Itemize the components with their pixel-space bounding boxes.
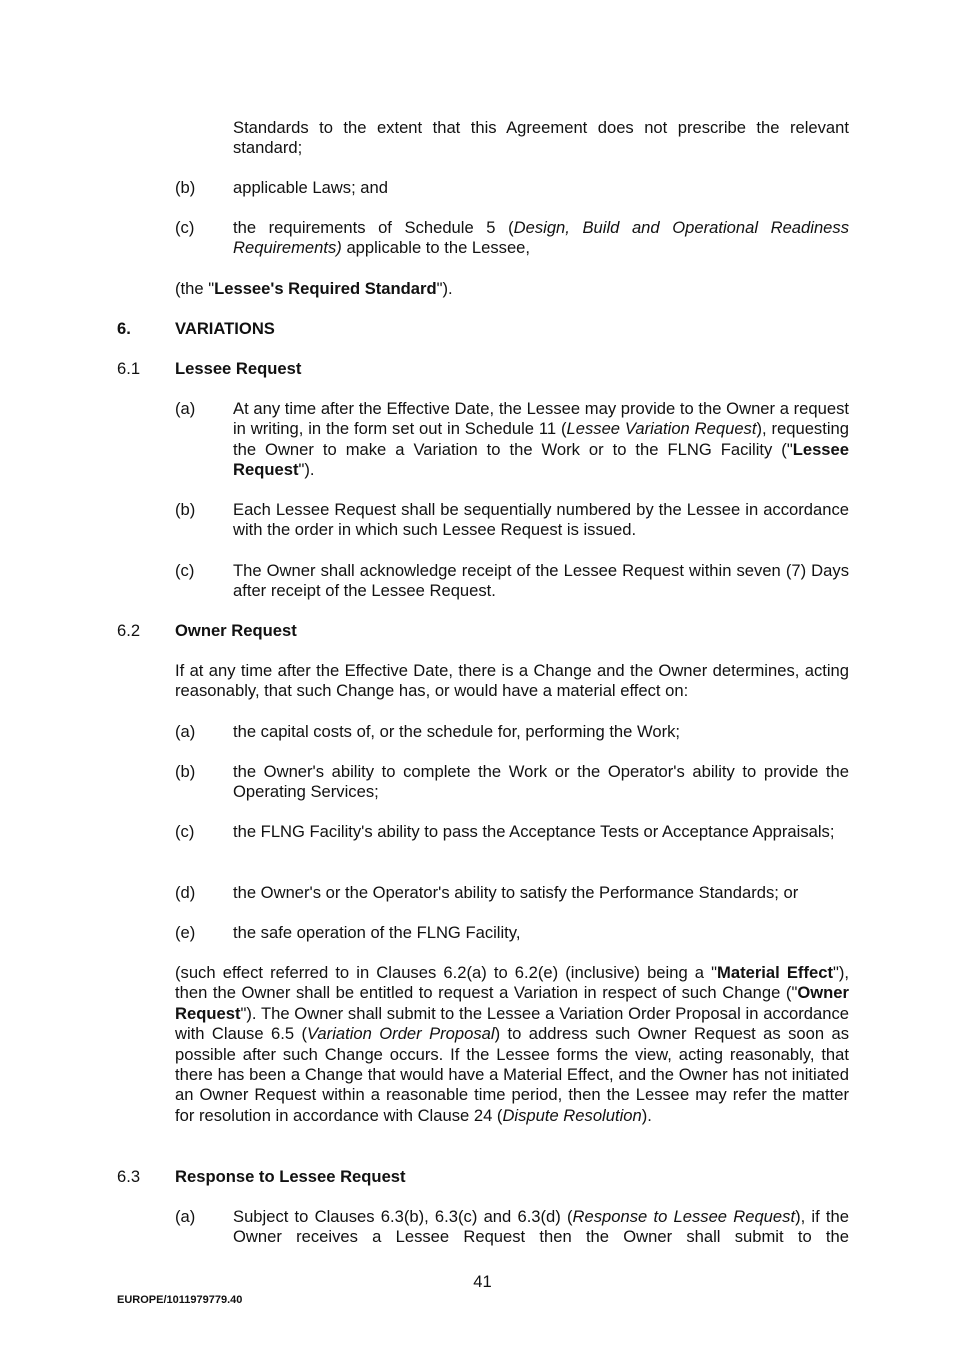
item-number: (e) [175,923,196,942]
clause-title: Response to Lessee Request [175,1167,406,1186]
defined-term: Owner Request [175,983,849,1023]
clause-number: 6.2 [117,621,141,640]
defined-term: Lessee Request [233,439,849,480]
page-number: 41 [473,1272,492,1291]
section-title: VARIATIONS [175,319,275,338]
definition-line: (the "Lessee's Required Standard"). [175,279,453,298]
item-text: the Owner's ability to complete the Work or the Operator's ability to provide the Operating Services; [233,762,849,802]
item-text: the FLNG Facility's ability to pass the Acceptance Tests or Acceptance Appraisals; [233,822,835,841]
item-text: applicable Laws; and [233,178,388,197]
item-text: The Owner shall acknowledge receipt of the Lessee Request within seven (7) Days after receipt of the Lessee Request. [233,561,849,601]
clause-number: 6.3 [117,1167,141,1186]
clause-number: 6.1 [117,359,141,378]
item-number: (c) [175,822,195,841]
item-number: (a) [175,1207,196,1226]
item-text: Each Lessee Request shall be sequentially numbered by the Lessee in accordance with the order in which such Lessee Request is issued. [233,500,849,540]
section-number: 6. [117,319,131,338]
item-text: the Owner's or the Operator's ability to satisfy the Performance Standards; or [233,883,799,902]
item-text: At any time after the Effective Date, the Lessee may provide to the Owner a request in writing, in the form set out in Schedule 11 (Lessee Variation Request), requesting the Owner to make a Variation to the Work or to the FLNG Facility ("Lessee Request"). [233,399,849,480]
item-number: (a) [175,399,196,418]
document-reference: EUROPE/1011979779.40 [117,1294,243,1306]
item-text: Subject to Clauses 6.3(b), 6.3(c) and 6.3(d) (Response to Lessee Request), if the Owner receives a Lessee Request then the Owner shall submit to the [233,1207,849,1247]
item-text: the requirements of Schedule 5 (Design, Build and Operational Readiness Requirements) applicable to the Lessee, [233,218,850,258]
item-text: the safe operation of the FLNG Facility, [233,923,521,942]
intro-paragraph: If at any time after the Effective Date, there is a Change and the Owner determines, acting reasonably, that such Change has, or would have a material effect on: [175,661,849,701]
closing-paragraph: (such effect referred to in Clauses 6.2(a) to 6.2(e) (inclusive) being a "Material Effect"), then the Owner shall be entitled to request a Variation in respect of such Change ("Owner Request"). The Owner shall submit to the Lessee a Variation Order Proposal in accordance with Clause 6.5 (Variation Order Proposal) to address such Owner Request as soon as possible after such Change occurs. If the Lessee forms the view, acting reasonably, that there has been a Change that would have a Material Effect, and the Owner has not initiated an Owner Request within a reasonable time period, then the Lessee may refer the matter for resolution in accordance with Clause 24 (Dispute Resolution). [175,963,850,1125]
item-number: (c) [175,218,195,237]
clause-title: Owner Request [175,621,297,640]
item-text: the capital costs of, or the schedule for, performing the Work; [233,722,681,741]
item-number: (d) [175,883,196,902]
continuation-paragraph: Standards to the extent that this Agreement does not prescribe the relevant standard; [233,118,849,158]
item-number: (a) [175,722,196,741]
defined-term: Material Effect [717,963,833,982]
clause-title: Lessee Request [175,359,302,378]
defined-term: Lessee's Required Standard [214,279,437,298]
item-number: (b) [175,178,196,197]
item-number: (b) [175,500,196,519]
item-number: (b) [175,762,196,781]
item-number: (c) [175,561,195,580]
